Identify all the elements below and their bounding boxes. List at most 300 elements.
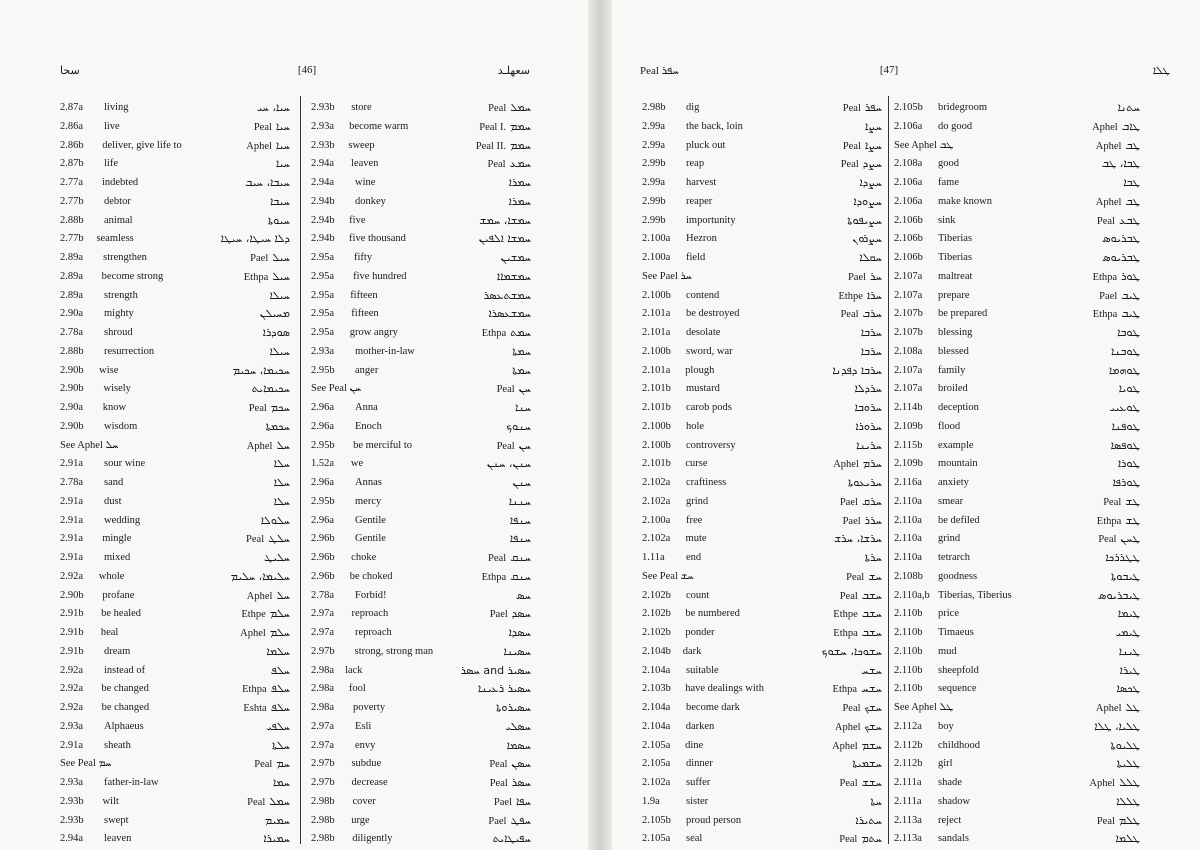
entry-syriac-group [487,455,531,474]
entry-gloss: deliver, give life to [102,139,182,151]
entry-gloss: strength [104,289,138,301]
entry-gloss: price [938,608,959,620]
entry-syriac: ܚܝܐ [275,157,290,171]
entry-gloss: Tiberias [938,233,973,245]
entry-reference: 2.105a [642,739,671,751]
entry-gloss: become warm [349,120,409,132]
entry-gloss: maltreat [938,270,973,282]
entry-row [642,174,882,193]
entry-reference: 2.90b [60,420,84,432]
entry-syriac: ܚܣ [515,588,531,602]
left-page [0,0,588,850]
entry-gloss: wilt [102,795,119,807]
entry-row [60,530,290,549]
entry-syriac-group [836,418,882,437]
entry-syriac: ܚܨܕ [862,157,882,171]
entry-syriac: ܛܝܢܐ [1118,644,1140,658]
entry-reference: 2.101a [642,308,671,320]
entry-syriac: ܛܘܝܐ [1118,382,1140,396]
entry-reference: 2.110a [894,514,922,526]
entry-syriac-group [505,474,531,493]
entry-stem: Peal [496,440,515,452]
entry-syriac-group [836,755,882,774]
entry-reference: 2.96b [311,570,335,582]
entry-reference: 2.94a [311,177,335,188]
entry-stem: Peal [487,159,506,171]
entry-gloss: childhood [938,739,980,751]
entry-gloss: sand [104,477,124,488]
entry-reference: 2.96a [311,420,335,432]
entry-syriac-group [836,830,882,849]
entry-syriac: ܚܫܚ [861,682,882,696]
entry-gloss: fifteen [350,289,378,301]
entry-syriac-group [836,155,882,174]
entry-syriac: ܚܪܘܒܐ [854,401,882,414]
entry-syriac: ܚܪܕܠܐ [854,382,882,396]
entry-row [311,230,531,249]
entry-reference: 2.94b [311,195,335,207]
entry-row [894,249,1140,268]
entry-syriac-group [505,362,531,381]
entry-row [894,305,1140,324]
entry-syriac: ܚܟܝܡܐܝܬ [251,382,290,396]
entry-row [60,587,290,606]
entry-row [60,512,290,531]
entry-gloss: have dealings with [685,683,764,695]
entry-syriac-group [1088,380,1140,399]
entry-gloss: dark [682,645,702,657]
entry-gloss: Tiberias, Tiberius [938,589,1012,601]
entry-gloss: envy [355,739,376,751]
entry-gloss: blessing [938,327,973,338]
entry-stem: Peal [254,759,273,771]
entry-syriac: ܚܝܐ، ܚܝ [256,101,290,114]
entry-gloss: fame [938,177,959,188]
entry-syriac: ܚܫ [868,569,882,583]
entry-reference: 2.93b [60,814,84,826]
entry-syriac: ܚܨܘܕܐ [853,194,882,208]
entry-stem: Ethpa [243,271,269,283]
entry-row [894,493,1140,512]
entry-gloss: reap [686,158,705,170]
entry-gloss: heal [100,627,119,638]
entry-gloss: Esli [355,720,372,732]
right-page-number: [47] [879,64,899,76]
entry-syriac: ܚܡܫܐ ܐܠܦܝܢ [478,232,531,246]
entry-stem: Ethpa [481,571,507,583]
entry-syriac: ܚܡܥ [509,157,531,171]
entry-row [311,793,531,812]
entry-syriac-group [836,212,882,231]
entry-syriac: ܚܝܘܬܐ [267,213,290,227]
entry-gloss: Gentile [355,533,386,545]
entry-syriac: ܛܘܗܡܐ [1108,363,1140,377]
entry-syriac-group [505,512,531,531]
entry-syriac: ܚܫܡ [861,738,882,752]
entry-syriac: ܚܠܐ [273,457,290,471]
entry-gloss: boy [938,720,954,732]
entry-syriac: ܚܣܝܢܐ [503,644,531,658]
entry-syriac-group [254,305,290,324]
entry-syriac: ܚܦܐ [515,794,531,808]
entry-syriac-group [252,380,290,399]
entry-syriac-group [478,680,531,699]
entry-reference: 2.78a [311,589,335,601]
entry-syriac: ܚܟܡܬܐ [265,419,290,433]
entry-stem: Peal [1096,215,1115,227]
entry-row [642,718,882,737]
entry-row [894,455,1140,474]
entry-row [311,99,531,118]
entry-row [311,287,531,306]
entry-syriac-group [505,587,531,606]
entry-syriac: ܚܡܫܝܢ [500,251,531,264]
entry-syriac-group [505,418,531,437]
entry-syriac: ܚܢܦܐ [509,532,531,546]
entry-gloss: seamless [96,233,134,245]
entry-row [60,680,290,699]
entry-syriac-group [246,530,290,549]
left-running-head-left: سحا [60,64,80,77]
cross-reference: See Peal ܚܡ [60,758,112,770]
entry-row [642,587,882,606]
entry-syriac-group [254,643,290,662]
entry-syriac-group [505,530,531,549]
entry-syriac: ܛܠܡ [1118,813,1140,827]
entry-syriac: ܛܛܪܪܟܐ [1105,551,1140,564]
entry-gloss: we [350,458,364,470]
entry-syriac-group [836,324,882,343]
entry-syriac: ܚܡܡ [510,138,531,152]
entry-reference: 2.93b [311,102,335,113]
entry-syriac: ܚܠܝܛ [263,551,290,564]
entry-row [642,399,882,418]
entry-row [642,662,882,681]
entry-syriac: ܚܣܡܐ [506,738,531,752]
entry-row [642,699,882,718]
entry-row [894,699,1140,718]
entry-syriac: ܚܝܒܐ [270,194,290,208]
entry-stem: Aphel [1095,703,1122,714]
entry-gloss: life [104,158,118,170]
entry-gloss: count [686,589,710,601]
entry-gloss: blessed [938,345,969,357]
entry-syriac-group [833,624,882,643]
entry-reference: 2.108b [894,570,923,582]
entry-gloss: mountain [938,458,978,470]
entry-reference: 2.110b [894,683,923,695]
entry-syriac: ܚܦܛ [510,813,531,827]
entry-syriac-group [1088,699,1140,718]
entry-syriac-group [1088,755,1140,774]
entry-syriac: ܛܠܠܐ [1116,794,1140,808]
entry-syriac-group [479,230,531,249]
entry-syriac: ܛܝܒܪܝܘܣ [1097,588,1140,602]
entry-gloss: fifty [354,252,373,263]
entry-row [60,212,290,231]
entry-reference: 2.89a [60,252,84,263]
entry-syriac-group [836,118,882,137]
entry-syriac-group [836,568,882,587]
entry-gloss: fool [348,683,366,695]
entry-reference: 2.97a [311,627,335,638]
entry-row [894,99,1140,118]
entry-syriac-group [505,343,531,362]
entry-syriac-group [482,324,531,343]
entry-row [311,755,531,774]
cross-reference: See Aphel ܛܒ [894,139,954,151]
entry-gloss: harvest [686,177,717,188]
entry-syriac-group [836,230,882,249]
entry-gloss: live [103,120,120,132]
entry-syriac-group [254,549,290,568]
entry-gloss: tetrarch [938,552,971,563]
entry-syriac-group [1088,212,1140,231]
entry-gloss: dream [104,645,131,657]
entry-syriac-group [244,268,290,287]
entry-syriac: ܛܝܒ [1121,307,1140,321]
entry-stem: Ethpa [242,684,267,696]
entry-syriac: ܚܡܬܐ [512,363,531,377]
entry-syriac-group [836,549,882,568]
entry-gloss: urge [351,814,370,826]
entry-row [311,174,531,193]
entry-gloss: sheath [104,739,131,751]
entry-reference: 2.92a [60,683,84,695]
entry-syriac-group [487,155,531,174]
entry-syriac-group [1088,830,1140,849]
entry-row [642,343,882,362]
entry-gloss: field [686,252,706,263]
entry-syriac-group [836,399,882,418]
entry-syriac-group [836,268,882,287]
entry-syriac: ܚܢܢ [512,476,531,489]
entry-row [642,437,882,456]
entry-row [642,362,882,381]
entry-syriac-group [254,287,290,306]
entry-gloss: wedding [104,514,141,526]
entry-syriac-group [1088,493,1140,512]
entry-row [60,624,290,643]
entry-reference: 2.91a [60,458,84,470]
entry-stem: Peal [247,796,266,808]
entry-syriac-group [833,455,882,474]
entry-row [642,774,882,793]
entry-reference: 2.109b [894,420,923,432]
entry-reference: 2.110b [894,608,923,620]
entry-syriac: ܚܨܪܘܢ [852,232,882,246]
entry-gloss: cover [352,795,376,807]
entry-syriac: ܛܒܐ [1123,176,1140,189]
entry-reference: 2.108a [894,158,923,170]
entry-row [60,174,290,193]
entry-syriac: ܛܠܝܬܐ [1116,757,1140,771]
entry-row [894,287,1140,306]
entry-reference: 2.91a [60,514,84,526]
entry-syriac-group [1088,718,1140,737]
entry-row [642,530,882,549]
entry-row [60,793,290,812]
entry-reference: 2.109b [894,458,923,470]
entry-syriac-group [489,305,531,324]
entry-reference: 2.95b [311,364,335,376]
entry-gloss: sink [938,214,956,226]
entry-row [894,680,1140,699]
entry-syriac-group [254,812,290,831]
entry-gloss: shroud [104,327,133,338]
entry-row [311,118,531,137]
entry-reference: 2.107b [894,308,923,320]
entry-reference: 2.96a [311,402,335,413]
entry-reference: 2.97a [311,720,335,732]
entry-syriac: ܚܫܚ [861,663,882,677]
entry-syriac: ܚܠܛ [268,532,290,546]
entry-reference: 2.112a [894,720,922,732]
entry-row [642,680,882,699]
entry-reference: 1.9a [642,795,660,807]
entry-reference: 2.97b [311,645,335,657]
entry-gloss: sequence [938,683,977,695]
entry-reference: 2.110a [894,552,922,563]
entry-stem: Pael [842,515,861,527]
entry-stem: Pael [493,796,512,808]
entry-reference: 2.102a [642,777,671,788]
entry-row [60,437,290,456]
entry-syriac-group [833,605,882,624]
entry-row [60,305,290,324]
entry-reference: 2.96a [311,477,335,488]
entry-gloss: dust [104,495,122,507]
entry-row [642,812,882,831]
entry-reference: 2.90b [60,383,84,395]
entry-reference: 2.87b [60,158,84,170]
entry-gloss: prepare [938,289,970,301]
entry-gloss: donkey [355,195,386,207]
entry-reference: 2.96a [311,514,335,526]
entry-gloss: living [104,102,129,113]
entry-reference: 2.96b [311,533,335,545]
entry-syriac: ܚܫܒ [861,607,882,621]
entry-syriac-group [836,774,882,793]
entry-row [311,680,531,699]
entry-gloss: sour wine [104,458,146,470]
entry-syriac: ܚܦܝܛܐܝܬ [492,832,531,846]
entry-stem: Peal [840,309,859,321]
entry-stem: Eshta [243,703,267,714]
entry-gloss: mercy [355,495,382,507]
entry-reference: 2.91a [60,552,84,563]
entry-syriac: ܚܪܐ [866,288,882,302]
entry-syriac: ܚܣܪ [511,776,531,789]
entry-syriac: ܚܡܪܐ [508,176,531,189]
entry-syriac: ܚܡܫܡܐܐ [496,269,531,283]
entry-row [894,755,1140,774]
entry-syriac-group [832,362,882,381]
entry-syriac: ܚܪܒ [862,307,882,321]
entry-syriac-group [832,737,882,756]
entry-row [642,755,882,774]
entry-syriac: ܛܒܪܝܘܣ [1101,232,1140,246]
entry-gloss: seal [686,833,703,845]
entry-syriac: ܛܒܪܝܘܣ [1101,251,1140,264]
entry-syriac: ܚܪܫܐ، ܚܪܫ [834,532,882,546]
entry-syriac-group [247,437,290,456]
entry-syriac: ܚܪܪ [864,513,882,527]
entry-syriac: ܚܠܦ [270,701,290,714]
entry-gloss: be merciful to [353,439,412,451]
entry-syriac-group [488,99,531,118]
entry-syriac-group [836,380,882,399]
entry-syriac-group [1088,324,1140,343]
entry-gloss: be defiled [938,514,980,526]
entry-gloss: leaven [351,158,379,170]
entry-syriac-group [836,662,882,681]
entry-gloss: Annas [355,477,382,488]
entry-stem: Peal [489,778,508,789]
entry-syriac: ܚܠܦܝ [266,719,290,733]
entry-row [642,212,882,231]
entry-row [311,812,531,831]
entry-syriac: ܚܣܕ [511,607,531,621]
entry-stem: Peal [1098,534,1117,546]
entry-gloss: the back, loin [686,120,743,132]
entry-reference: 2.110b [894,627,923,638]
entry-gloss: Forbid! [355,589,387,601]
entry-syriac-group [1088,512,1140,531]
entry-syriac-group [1088,399,1140,418]
entry-syriac-group [505,624,531,643]
entry-gloss: leaven [104,833,132,845]
entry-reference: 2.107a [894,270,923,282]
entry-reference: 2.90a [60,308,84,320]
entry-syriac-group [461,662,531,681]
entry-reference: 2.115b [894,439,923,451]
entry-reference: 2.94a [60,833,84,845]
entry-gloss: debtor [104,195,131,207]
entry-stem: Pael [839,496,858,508]
entry-reference: 2.88b [60,214,84,226]
entry-gloss: mute [685,533,707,545]
entry-reference: 2.110a,b [894,589,930,601]
entry-gloss: Timaeus [938,627,974,638]
entry-reference: 2.101b [642,383,671,395]
entry-reference: 2.88b [60,345,84,357]
entry-gloss: controversy [686,439,736,451]
entry-syriac-group [254,418,290,437]
entry-row [60,737,290,756]
entry-reference: 2.100b [642,289,671,301]
entry-syriac-group [254,455,290,474]
entry-syriac-group [1088,605,1140,624]
entry-row [60,774,290,793]
entry-syriac-group [479,118,531,137]
entry-stem: Peal [842,703,861,714]
entry-gloss: lack [344,664,363,676]
entry-gloss: fifteen [351,308,379,320]
entry-reference: 2.94b [311,233,335,245]
entry-gloss: be numbered [685,608,740,620]
entry-row [642,287,882,306]
entry-reference: 2.100a [642,514,671,526]
entry-stem: Pael [488,815,507,827]
entry-syriac-group [254,212,290,231]
entry-syriac-group [1088,437,1140,456]
entry-syriac: ܚܫܘܟܐ، ܚܫܘܟ [821,644,882,658]
entry-gloss: whole [98,570,125,582]
entry-syriac: ܚܨܐ [864,119,882,133]
entry-syriac: ܚܝܐ [275,119,290,133]
entry-stem: Aphel [1095,140,1122,152]
